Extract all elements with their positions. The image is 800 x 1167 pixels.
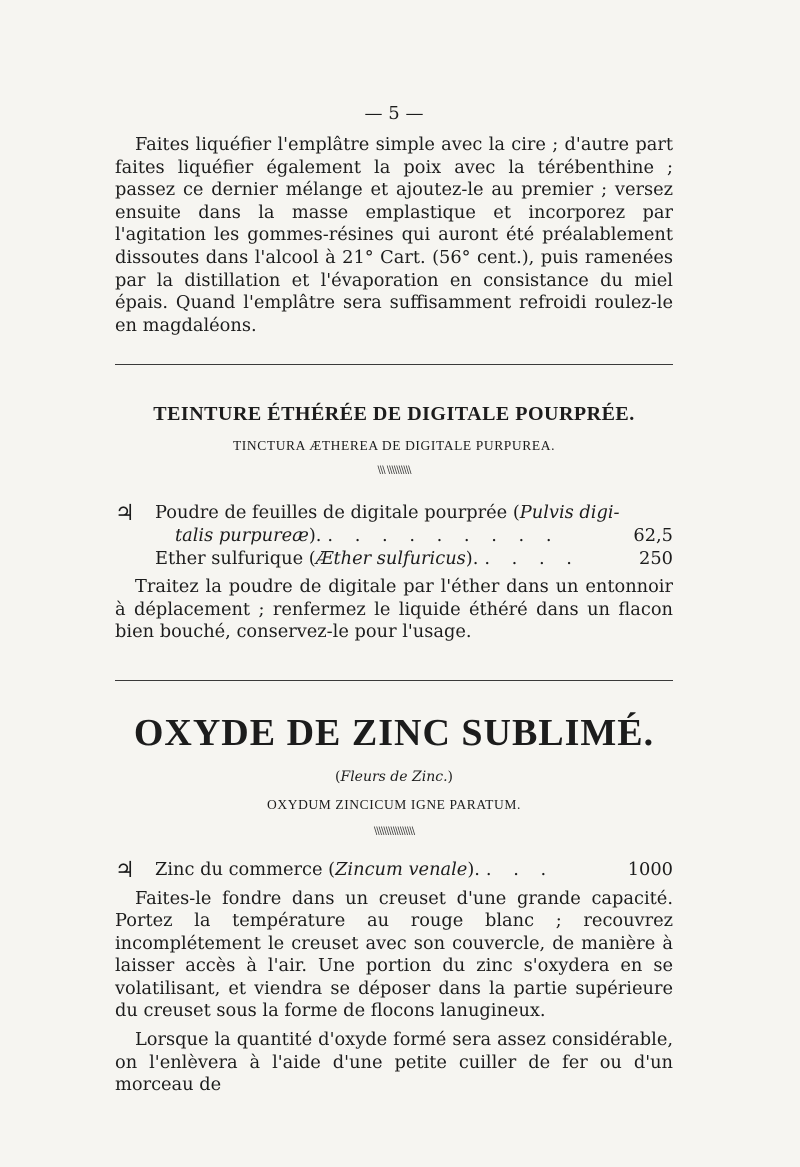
page-number: — 5 — [364, 103, 424, 124]
paragraph-traitez: Traitez la poudre de digitale par l'éther dans un entonnoir à déplacement ; renfermez le liquide éthéré dans un flacon bien bouché, conservez-le pour l'usage. [115, 576, 673, 643]
page-content [115, 103, 673, 1097]
subtitle-fleurs: (Fleurs de Zinc.) [335, 768, 453, 785]
paragraph-lorsque: Lorsque la quantité d'oxyde formé sera assez considérable, on l'enlèvera à l'aide d'une petite cuiller de fer ou d'un morceau de [115, 1029, 673, 1096]
ingredient-zinc: ♃ Zinc du commerce (Zincum venale). . . . 1000 [115, 856, 673, 883]
quantity: 1000 [627, 858, 673, 880]
leader-dots: . . . . [484, 547, 580, 569]
quantity: 62,5 [633, 524, 673, 546]
ornament-divider: \\\\\\\\\\\\\\\\\ [373, 825, 415, 837]
divider-rule [115, 364, 673, 365]
latin-title-tinctura: TINCTURA ÆTHEREA DE DIGITALE PURPUREA. [232, 438, 556, 454]
latin-title-oxydum: OXYDUM ZINCICUM IGNE PARATUM. [267, 796, 521, 812]
paragraph-fondre: Faites-le fondre dans un creuset d'une grande capacité. Portez la température au rouge blanc ; recouvrez incomplétement le creuset avec son couvercle, de manière à laisser accès à l'air. Une portion du zinc s'oxydera en se volatilisant, et viendra se déposer dans la partie supérieure du creuset sous la forme de flocons lanugineux. [115, 887, 673, 1022]
section-title-oxyde: OXYDE DE ZINC SUBLIMÉ. [133, 711, 655, 754]
leader-dots: . . . [485, 858, 555, 880]
paragraph-emplatre: Faites liquéfier l'emplâtre simple avec la cire ; d'autre part faites liquéfier également la poix avec la térébenthine ; passez ce dernier mélange et ajoutez-le au premier ; versez ensuite dans la masse emplastique et incorporez par l'agitation les gommes-résines qui auront été préalablement dissoutes dans l'alcool à 21° Cart. (56° cent.), puis ramenées par la distillation et l'évaporation en consistance du miel épais. Quand l'emplâtre sera suffisamment refroidi roulez-le en magdaléons. [115, 134, 673, 336]
recipe-symbol-icon: ♃ [115, 856, 135, 883]
section-title-teinture: TEINTURE ÉTHÉRÉE DE DIGITALE POURPRÉE. [153, 403, 635, 426]
ingredient-ether: Ether sulfurique (Æther sulfuricus). . . . . 250 [155, 547, 673, 569]
leader-dots: . . . . . . . . . [327, 524, 560, 546]
quantity: 250 [639, 547, 673, 569]
recipe-symbol-icon: ♃ [115, 500, 135, 527]
divider-rule [115, 680, 673, 681]
ingredient-digitale: ♃ Poudre de feuilles de digitale pourprée (Pulvis digi- talis purpureæ). . . . . . . . . . 62,5 [115, 500, 673, 546]
ornament-divider: \\\ \\\\\\\\\\ [377, 465, 411, 477]
